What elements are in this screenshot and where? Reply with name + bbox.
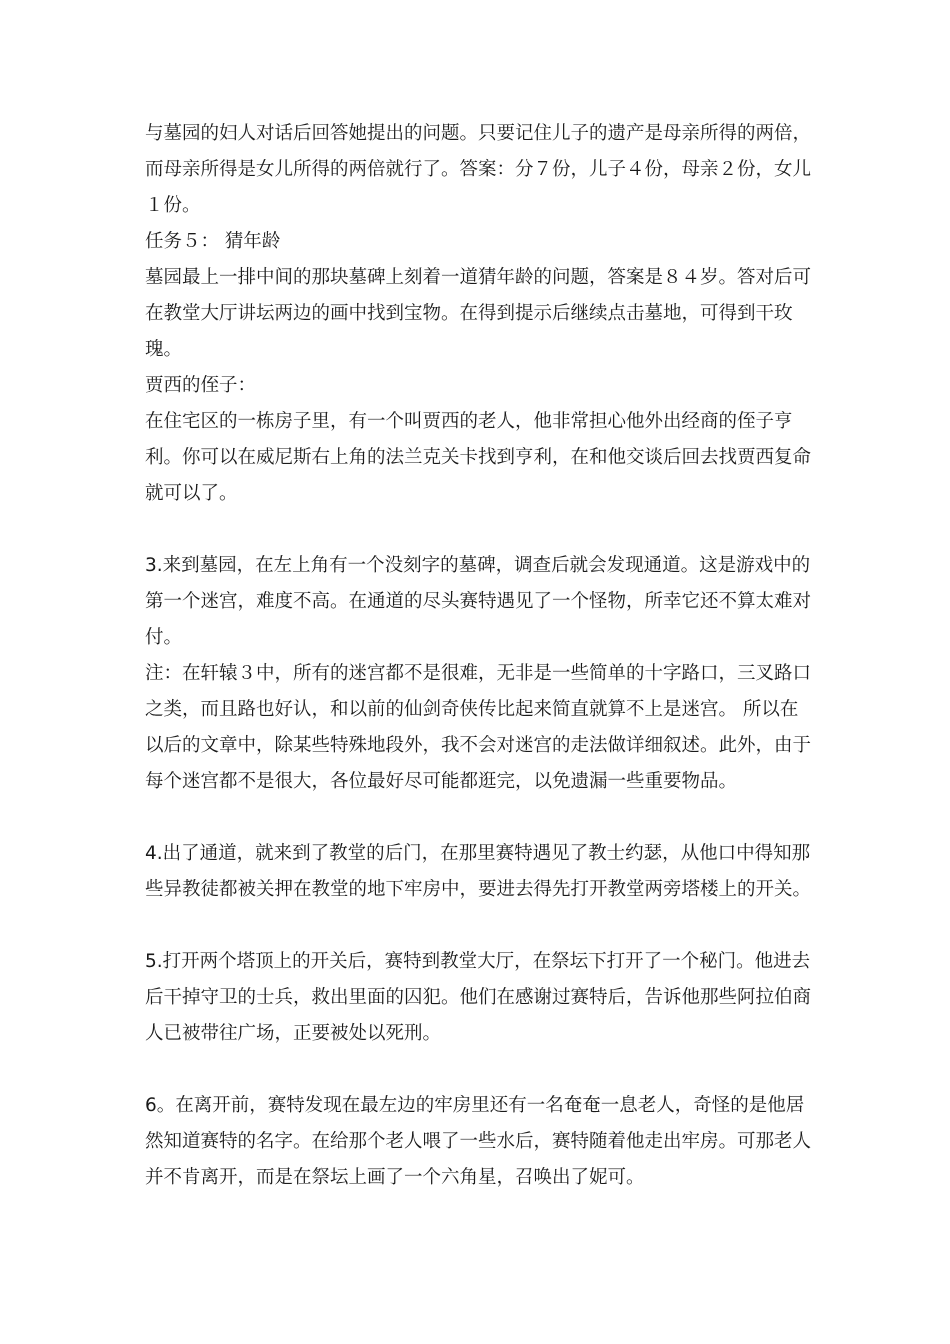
paragraph-step-6: 6。在离开前，赛特发现在最左边的牢房里还有一名奄奄一息老人，奇怪的是他居然知道赛特的名字。在给那个老人喂了一些水后，赛特随着他走出牢房。可那老人并不肯离开，而是在祭坛上画了一个六角星，召唤出了妮可。 — [145, 1095, 812, 1188]
paragraph-spacer — [145, 512, 815, 548]
paragraph-spacer — [145, 800, 815, 836]
paragraph-inheritance-answer: 与墓园的妇人对话后回答她提出的问题。只要记住儿子的遗产是母亲所得的两倍，而母亲所得是女儿所得的两倍就行了。答案：分７份，儿子４份，母亲２份，女儿１份。 — [145, 123, 812, 216]
task-5-heading: 任务５： 猜年龄 — [145, 231, 281, 252]
document-body — [145, 116, 815, 1196]
paragraph-step-4: 4.出了通道，就来到了教堂的后门，在那里赛特遇见了教士约瑟，从他口中得知那些异教徒都被关押在教堂的地下牢房中，要进去得先打开教堂两旁塔楼上的开关。 — [145, 843, 812, 900]
paragraph-step-3: 3.来到墓园，在左上角有一个没刻字的墓碑，调查后就会发现通道。这是游戏中的第一个迷宫，难度不高。在通道的尽头赛特遇见了一个怪物，所幸它还不算太难对付。 — [145, 555, 812, 648]
paragraph-spacer — [145, 1052, 815, 1088]
jiaxi-nephew-heading: 贾西的侄子： — [145, 375, 257, 396]
paragraph-jiaxi-nephew: 在住宅区的一栋房子里，有一个叫贾西的老人，他非常担心他外出经商的侄子亨利。你可以在威尼斯右上角的法兰克关卡找到亨利，在和他交谈后回去找贾西复命就可以了。 — [145, 411, 812, 504]
paragraph-spacer — [145, 908, 815, 944]
paragraph-maze-note: 注：在轩辕３中，所有的迷宫都不是很难，无非是一些简单的十字路口，三叉路口之类，而且路也好认，和以前的仙剑奇侠传比起来简直就算不上是迷宫。 所以在以后的文章中，除某些特殊地段外，我不会对迷宫的走法做详细叙述。此外，由于每个迷宫都不是很大，各位最好尽可能都逛完，以免遗漏一些重要物品。 — [145, 663, 812, 792]
paragraph-age-riddle: 墓园最上一排中间的那块墓碑上刻着一道猜年龄的问题，答案是８４岁。答对后可在教堂大厅讲坛两边的画中找到宝物。在得到提示后继续点击墓地，可得到干玫瑰。 — [145, 267, 812, 360]
paragraph-step-5: 5.打开两个塔顶上的开关后，赛特到教堂大厅，在祭坛下打开了一个秘门。他进去后干掉守卫的士兵，救出里面的囚犯。他们在感谢过赛特后，告诉他那些阿拉伯商人已被带往广场，正要被处以死刑。 — [145, 951, 812, 1044]
